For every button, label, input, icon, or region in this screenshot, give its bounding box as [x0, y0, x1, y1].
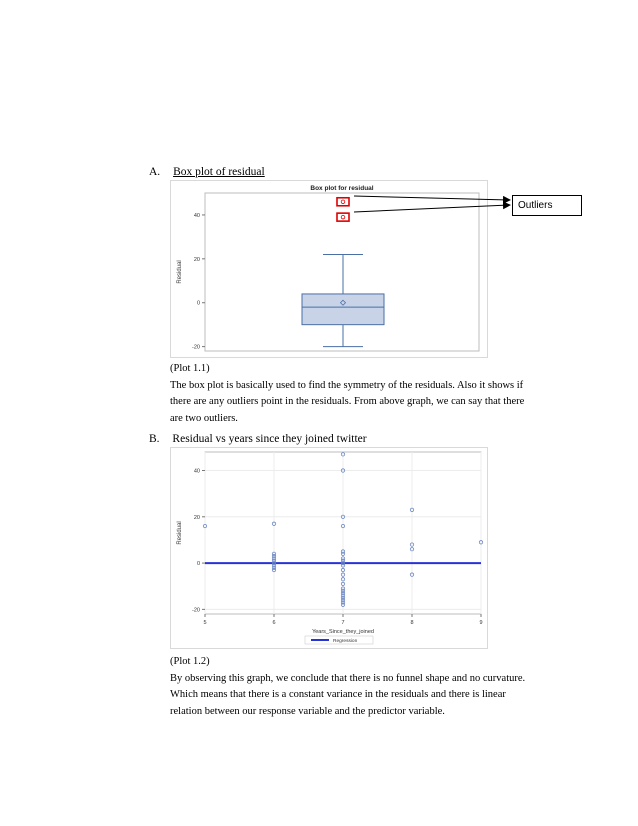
section-b-heading [149, 433, 367, 445]
callout-arrow-upper [354, 196, 510, 200]
scatter-plot-svg [171, 448, 487, 648]
section-a-letter: A. [149, 166, 161, 178]
legend-regression-label: Regression [333, 639, 358, 644]
scatter-y-tick-label: 0 [196, 561, 200, 568]
plot-1-2-caption: (Plot 1.2) [170, 656, 210, 667]
scatter-x-tick-label: 8 [410, 620, 414, 626]
scatter-plot-chart [170, 447, 488, 649]
section-a-heading [149, 166, 265, 178]
box-y-axis-label: Residual [177, 260, 183, 284]
scatter-x-tick-label: 9 [479, 620, 483, 626]
scatter-x-tick-label: 6 [272, 620, 276, 626]
section-b-line-1: By observing this graph, we conclude that there is no funnel shape and no curvature. [170, 672, 526, 684]
section-a-line-3: are two outliers. [170, 412, 238, 424]
box-y-tick-label: -20 [192, 344, 200, 351]
section-b-title: Residual vs years since they joined twitter [172, 433, 367, 445]
scatter-y-tick-label: 40 [193, 468, 200, 475]
section-b-letter: B. [149, 433, 160, 445]
plot-1-1-caption: (Plot 1.1) [170, 363, 210, 374]
callout-arrow-lower [354, 205, 510, 212]
box-y-tick-label: 0 [196, 300, 200, 307]
scatter-x-tick-label: 7 [341, 620, 345, 626]
section-a-line-1: The box plot is basically used to find the symmetry of the residuals. Also it shows if [170, 379, 524, 391]
box-plot-title: Box plot for residual [310, 185, 374, 192]
box-iqr-rect [302, 294, 384, 325]
scatter-y-tick-label: 20 [193, 514, 200, 521]
section-b-text [170, 654, 525, 720]
outliers-callout-label: Outliers [518, 200, 553, 211]
section-a-text [170, 361, 524, 427]
scatter-x-tick-label: 5 [203, 620, 207, 626]
box-y-tick-label: 20 [193, 256, 200, 263]
scatter-y-axis-label: Residual [177, 521, 183, 545]
scatter-y-tick-label: -20 [192, 607, 200, 614]
callout-arrows [340, 190, 520, 230]
section-a-line-2: there are any outliers point in the residuals. From above graph, we can say that there [170, 396, 525, 407]
box-y-tick-label: 40 [193, 212, 200, 219]
section-a-title: Box plot of residual [173, 166, 265, 178]
section-b-line-2: Which means that there is a constant variance in the residuals and there is linear [170, 689, 506, 700]
scatter-x-axis-label: Years_Since_they_joined [312, 629, 374, 635]
outliers-callout [512, 195, 582, 216]
section-b-line-3: relation between our response variable and the predictor variable. [170, 705, 445, 717]
